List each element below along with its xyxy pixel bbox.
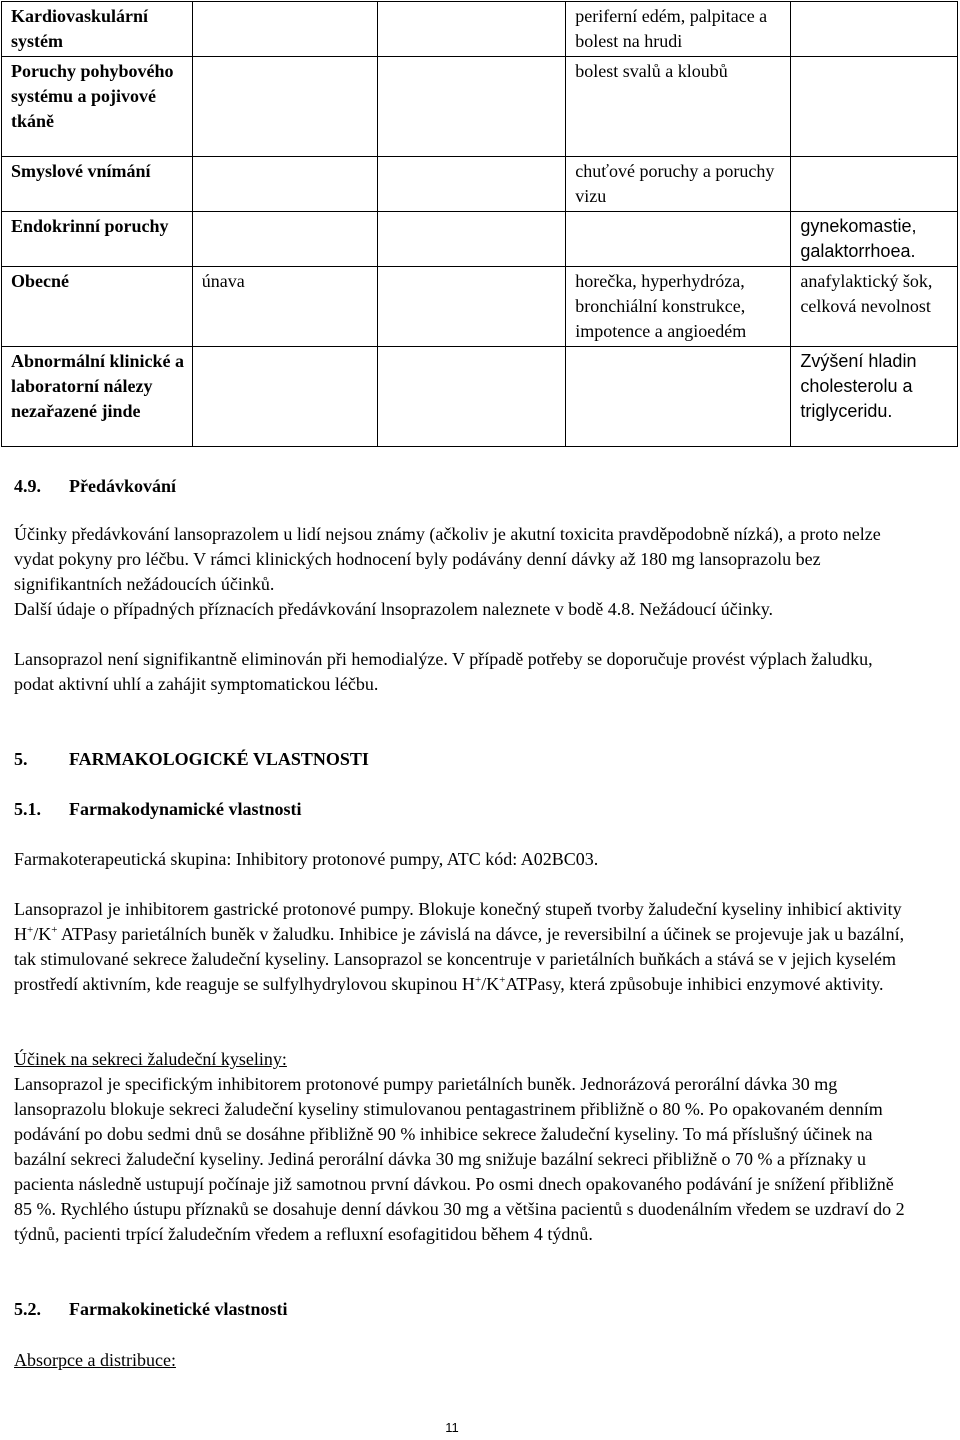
table-cell <box>192 212 377 267</box>
organ-cell: Kardiovaskulární systém <box>2 2 193 57</box>
text-run: /K <box>481 974 500 994</box>
page-number: 11 <box>445 1420 459 1435</box>
superscript-plus: + <box>51 924 58 936</box>
superscript-plus: + <box>27 924 34 936</box>
superscript-plus: + <box>499 974 506 986</box>
table-cell <box>791 157 958 212</box>
table-cell <box>377 212 566 267</box>
superscript-plus: + <box>474 974 482 986</box>
table-cell <box>791 57 958 157</box>
text-run: ATPasy, která způsobuje inhibici enzymové aktivity. <box>505 974 884 994</box>
table-cell <box>192 347 377 447</box>
section-heading-4-9 <box>14 474 914 499</box>
section-number: 5.2. <box>14 1299 41 1319</box>
table-cell: Zvýšení hladin cholesterolu a triglyceridu. <box>791 347 958 447</box>
table-cell: anafylaktický šok, celková nevolnost <box>791 267 958 347</box>
organ-cell: Obecné <box>2 267 193 347</box>
overdose-paragraph-1: Účinky předávkování lansoprazolem u lidí nejsou známy (ačkoliv je akutní toxicita pravděpodobně nízká), a proto nelze vydat pokyny pro léčbu. V rámci klinických hodnocení byly podávány denní dávky až 180 mg lansoprazolu bez signifikantních nežádoucích účinků. <box>14 524 881 594</box>
table-cell <box>566 347 791 447</box>
effect-heading: Účinek na sekreci žaludeční kyseliny: <box>14 1049 287 1069</box>
section-title: Předávkování <box>69 476 177 496</box>
organ-cell: Endokrinní poruchy <box>2 212 193 267</box>
table-cell: gynekomastie, galaktorrhoea. <box>791 212 958 267</box>
table-row <box>2 57 958 157</box>
table-cell <box>192 2 377 57</box>
table-cell <box>377 2 566 57</box>
table-cell <box>566 212 791 267</box>
organ-cell: Poruchy pohybového systému a pojivové tkáně <box>2 57 193 157</box>
table-cell <box>377 157 566 212</box>
table-cell <box>377 347 566 447</box>
table-cell: horečka, hyperhydróza, bronchiální konstrukce, impotence a angioedém <box>566 267 791 347</box>
overdose-paragraph-3: Lansoprazol není signifikantně eliminován při hemodialýze. V případě potřeby se doporučuje provést výplach žaludku, podat aktivní uhlí a zahájit symptomatickou léčbu. <box>14 649 873 694</box>
section-number: 4.9. <box>14 476 41 496</box>
absorption-heading: Absorpce a distribuce: <box>14 1350 176 1370</box>
table-cell <box>791 2 958 57</box>
section-title: Farmakodynamické vlastnosti <box>69 799 302 819</box>
table-row <box>2 212 958 267</box>
adverse-effects-table <box>1 1 958 447</box>
mechanism-paragraph <box>14 897 914 997</box>
section-title: FARMAKOLOGICKÉ VLASTNOSTI <box>69 749 369 769</box>
section-title: Farmakokinetické vlastnosti <box>69 1299 288 1319</box>
overdose-paragraph-2: Další údaje o případných příznacích předávkování lnsoprazolem naleznete v bodě 4.8. Nežádoucí účinky. <box>14 599 774 619</box>
table-cell: únava <box>192 267 377 347</box>
table-cell <box>377 57 566 157</box>
text-run: Lansoprazol je inhibitorem gastrické protonové pumpy. Blokuje konečný stupeň tvorby žaludeční kyseliny inhibicí aktivity H <box>14 899 902 944</box>
organ-cell: Smyslové vnímání <box>2 157 193 212</box>
table-row <box>2 267 958 347</box>
section-number: 5. <box>14 749 28 769</box>
table-row <box>2 2 958 57</box>
text-run: ATPasy parietálních buněk v žaludku. Inhibice je závislá na dávce, je reversibilní a účinek se projevuje jak u bazální, tak stimulované sekrece žaludeční kyseliny. Lansoprazol se koncentruje v parietálních buňkách a stává se v jejich kyselém prostředí aktivním, kde reaguje se sulfylhydrylovou skupinou H <box>14 924 905 994</box>
table-cell: periferní edém, palpitace a bolest na hrudi <box>566 2 791 57</box>
organ-cell: Abnormální klinické a laboratorní nálezy nezařazené jinde <box>2 347 193 447</box>
section-heading-5-1 <box>14 797 914 822</box>
text-run: /K <box>33 924 52 944</box>
section-number: 5.1. <box>14 799 41 819</box>
table-cell: bolest svalů a kloubů <box>566 57 791 157</box>
effect-paragraph: Lansoprazol je specifickým inhibitorem protonové pumpy parietálních buněk. Jednorázová perorální dávka 30 mg lansoprazolu blokuje sekreci žaludeční kyseliny stimulovanou pentagastrinem přibližně o 80 %. Po opakovaném denním podávání po dobu sedmi dnů se dosáhne přibližně 90 % inhibice sekrece žaludeční kyseliny. To má příslušný účinek na bazální sekreci žaludeční kyseliny. Jediná perorální dávka 30 mg snižuje bazální sekreci přibližně o 70 % a příznaky u pacienta následně ustupují počínaje již samotnou první dávkou. Po osmi dnech opakovaného podávání je snížení přibližně 85 %. Rychlého ústupu příznaků se dosahuje denní dávkou 30 mg a většina pacientů s duodenálním vředem se uzdraví do 2 týdnů, pacienti trpící žaludečním vředem a refluxní esofagitidou během 4 týdnů. <box>14 1074 905 1244</box>
section-heading-5 <box>14 747 914 772</box>
table-row <box>2 347 958 447</box>
table-cell <box>192 157 377 212</box>
table-cell: chuťové poruchy a poruchy vizu <box>566 157 791 212</box>
table-cell <box>192 57 377 157</box>
table-cell <box>377 267 566 347</box>
pharmacotherapeutic-group: Farmakoterapeutická skupina: Inhibitory protonové pumpy, ATC kód: A02BC03. <box>14 849 599 869</box>
section-heading-5-2 <box>14 1297 914 1322</box>
table-row <box>2 157 958 212</box>
